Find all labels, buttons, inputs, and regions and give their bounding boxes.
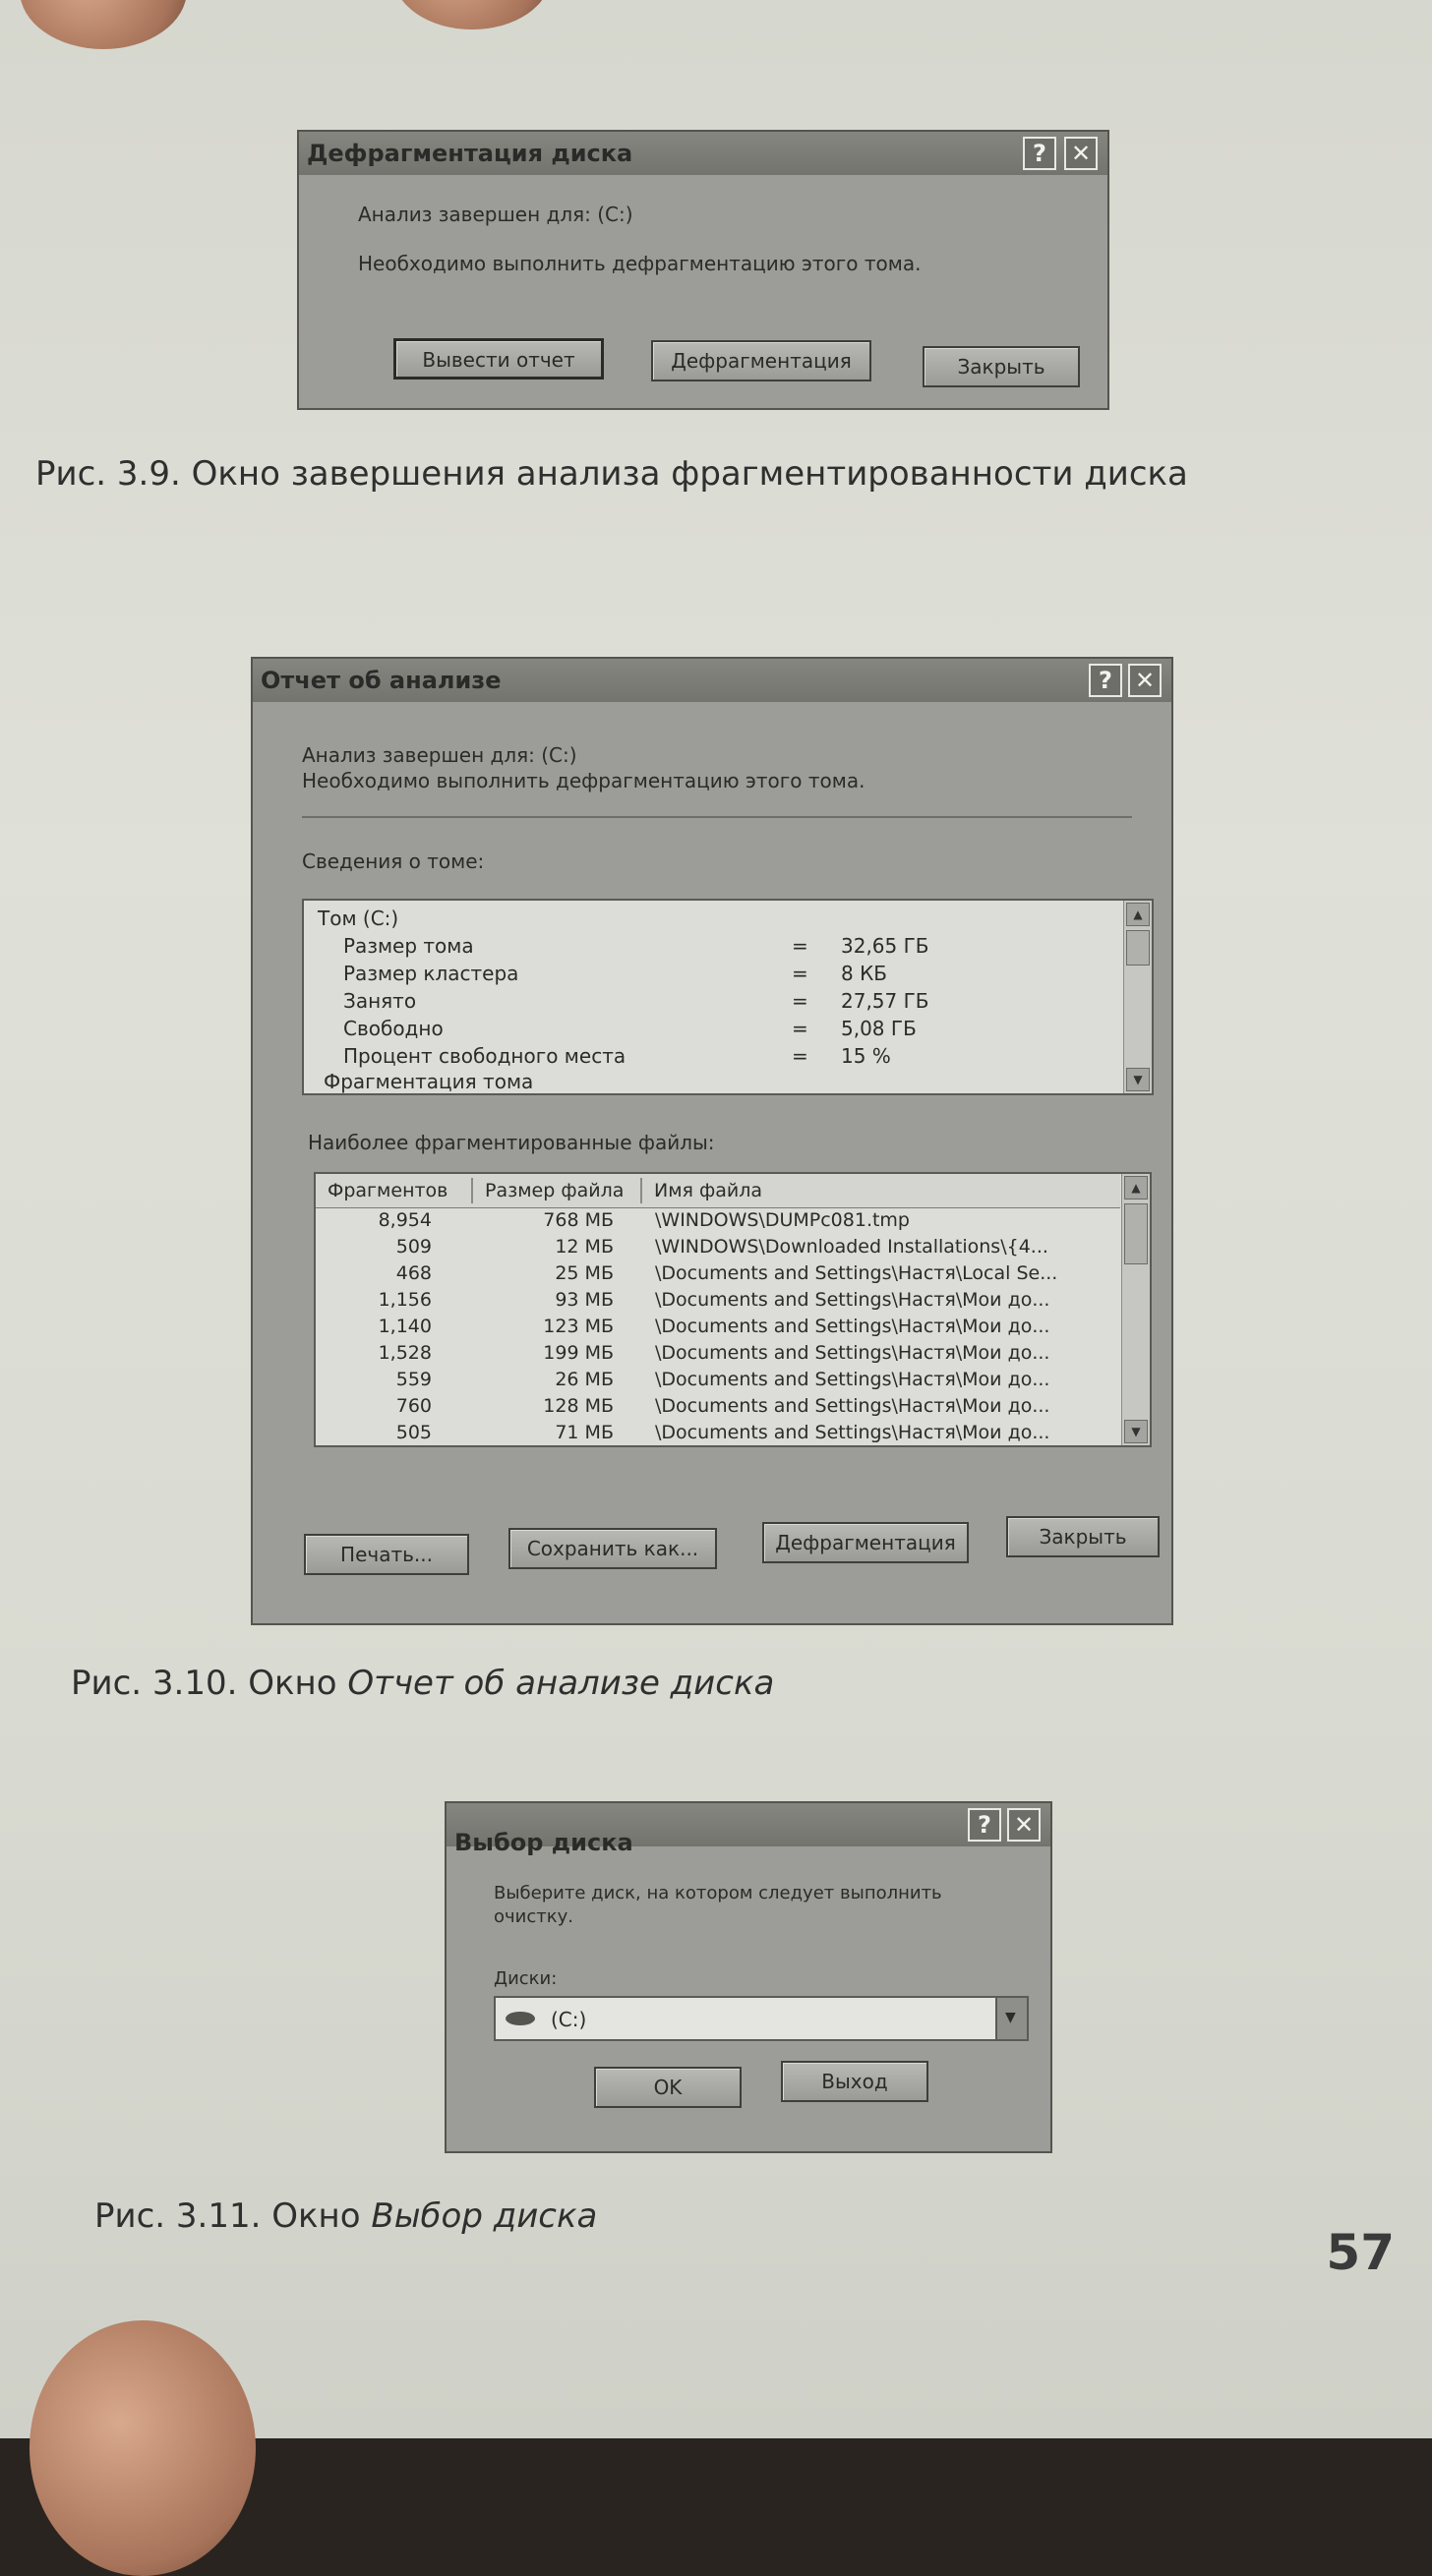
- exit-button[interactable]: Выход: [781, 2061, 928, 2102]
- chevron-down-icon: ▼: [1005, 2010, 1016, 2025]
- scroll-thumb[interactable]: [1124, 1203, 1148, 1264]
- divider: [302, 816, 1132, 818]
- column-name[interactable]: Имя файла: [654, 1180, 763, 1201]
- page-number: 57: [1326, 2224, 1395, 2281]
- chevron-down-icon[interactable]: ▼: [1126, 1068, 1150, 1091]
- fragmented-files-table[interactable]: [314, 1172, 1152, 1447]
- analysis-complete-text: Анализ завершен для: (C:): [358, 203, 633, 226]
- selected-drive: (C:): [551, 2008, 587, 2031]
- drive-select[interactable]: [494, 1996, 1029, 2041]
- analysis-report-window: [251, 657, 1173, 1625]
- table-row[interactable]: 1,140 123 МБ \Documents and Settings\Настя\Мои до...: [378, 1316, 1050, 1337]
- chevron-up-icon[interactable]: ▲: [1124, 1176, 1148, 1200]
- window-title: Дефрагментация диска: [307, 140, 633, 167]
- analysis-complete-text: Анализ завершен для: (C:): [302, 743, 577, 767]
- title-bar: [447, 1803, 1050, 1856]
- column-fragments[interactable]: Фрагментов: [328, 1180, 448, 1201]
- save-as-button[interactable]: Сохранить как...: [508, 1528, 717, 1569]
- close-dialog-button[interactable]: Закрыть: [1006, 1516, 1160, 1557]
- table-row[interactable]: 468 25 МБ \Documents and Settings\Настя\Local Se...: [395, 1262, 1058, 1284]
- thumb-bottom-left: [30, 2320, 256, 2576]
- volume-info-list[interactable]: [302, 899, 1154, 1095]
- scroll-thumb[interactable]: [1126, 930, 1150, 966]
- disk-drive-icon: [506, 2012, 535, 2025]
- help-button[interactable]: ?: [1089, 664, 1122, 697]
- help-button[interactable]: ?: [1023, 137, 1056, 170]
- list-item: Размер тома = 32,65 ГБ: [343, 934, 929, 958]
- defrag-button[interactable]: Дефрагментация: [762, 1522, 969, 1563]
- list-item: Свободно = 5,08 ГБ: [343, 1017, 917, 1040]
- table-row[interactable]: 8,954 768 МБ \WINDOWS\DUMPc081.tmp: [378, 1209, 910, 1231]
- caption-fig-3-9: Рис. 3.9. Окно завершения анализа фрагментированности диска: [35, 454, 1188, 494]
- defrag-needed-text: Необходимо выполнить дефрагментацию этого тома.: [358, 252, 922, 275]
- select-disk-prompt: Выберите диск, на котором следует выполнить очистку.: [494, 1883, 942, 1927]
- defrag-button[interactable]: Дефрагментация: [651, 340, 871, 381]
- window-title: Выбор диска: [454, 1829, 633, 1856]
- window-title: Отчет об анализе: [261, 667, 502, 694]
- drives-label: Диски:: [494, 1968, 558, 1989]
- list-item: Размер кластера = 8 КБ: [343, 962, 888, 985]
- report-button[interactable]: Вывести отчет: [393, 338, 604, 380]
- volume-header: Том (C:): [318, 907, 399, 930]
- chevron-down-icon[interactable]: ▼: [1124, 1420, 1148, 1443]
- column-size[interactable]: Размер файла: [485, 1180, 625, 1201]
- table-row[interactable]: 1,156 93 МБ \Documents and Settings\Настя\Мои до...: [378, 1289, 1050, 1311]
- close-dialog-button[interactable]: Закрыть: [923, 346, 1080, 387]
- caption-fig-3-11: Рис. 3.11. Окно Выбор диска: [94, 2196, 598, 2236]
- close-button[interactable]: ✕: [1128, 664, 1162, 697]
- title-bar: [299, 132, 1107, 175]
- title-bar: [253, 659, 1171, 702]
- print-button[interactable]: Печать...: [304, 1534, 469, 1575]
- volume-info-label: Сведения о томе:: [302, 849, 485, 873]
- ok-button[interactable]: OK: [594, 2067, 742, 2108]
- table-header: [316, 1174, 1120, 1208]
- scrollbar[interactable]: [1123, 901, 1152, 1093]
- table-row[interactable]: 509 12 МБ \WINDOWS\Downloaded Installations\{4...: [395, 1236, 1048, 1258]
- table-row[interactable]: 760 128 МБ \Documents and Settings\Настя\Мои до...: [395, 1395, 1050, 1417]
- select-disk-window: [445, 1801, 1052, 2153]
- fragmented-files-label: Наиболее фрагментированные файлы:: [308, 1131, 715, 1154]
- caption-fig-3-10: Рис. 3.10. Окно Отчет об анализе диска: [71, 1664, 775, 1703]
- help-button[interactable]: ?: [968, 1808, 1001, 1842]
- close-button[interactable]: ✕: [1007, 1808, 1041, 1842]
- volume-footer: Фрагментация тома: [324, 1070, 534, 1093]
- defrag-result-window: [297, 130, 1109, 410]
- table-row[interactable]: 505 71 МБ \Documents and Settings\Настя\Мои до...: [395, 1422, 1050, 1443]
- chevron-up-icon[interactable]: ▲: [1126, 903, 1150, 926]
- table-row[interactable]: 559 26 МБ \Documents and Settings\Настя\Мои до...: [395, 1369, 1050, 1390]
- defrag-needed-text: Необходимо выполнить дефрагментацию этого тома.: [302, 769, 865, 792]
- scrollbar[interactable]: [1121, 1174, 1150, 1445]
- table-row[interactable]: 1,528 199 МБ \Documents and Settings\Настя\Мои до...: [378, 1342, 1050, 1364]
- dropdown-button[interactable]: [995, 1996, 1029, 2041]
- list-item: Занято = 27,57 ГБ: [343, 989, 929, 1013]
- close-button[interactable]: ✕: [1064, 137, 1098, 170]
- list-item: Процент свободного места = 15 %: [343, 1044, 891, 1068]
